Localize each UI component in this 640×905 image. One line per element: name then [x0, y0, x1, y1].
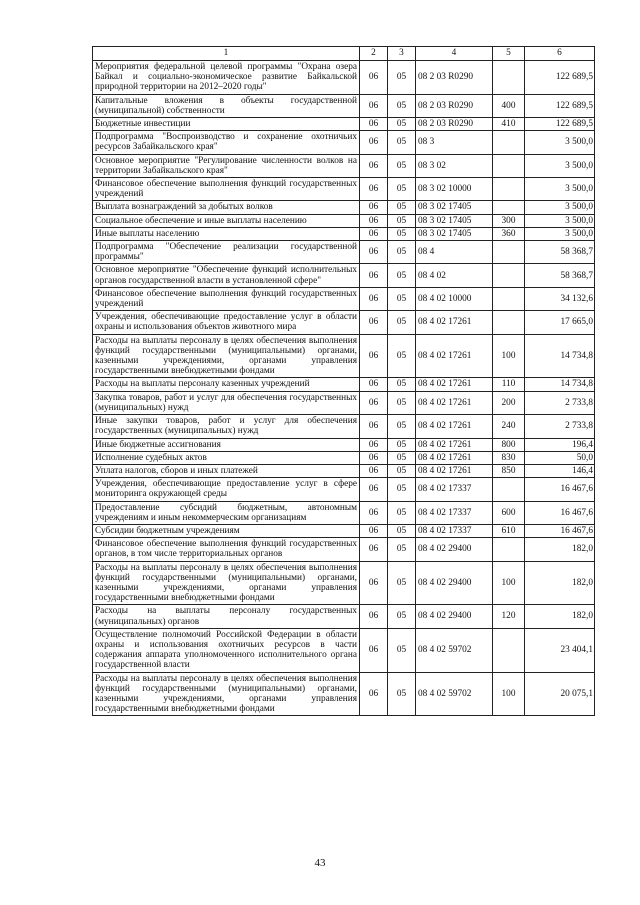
- row-section-cell: 06: [360, 501, 388, 524]
- row-name-cell: Мероприятия федеральной целевой программы "Охрана озера Байкал и социально-экономическое развитие Байкальской природной территории на 2012–2020 годы": [93, 61, 360, 95]
- row-amount-cell: 58 368,7: [525, 241, 595, 264]
- row-target-code-cell: 08 4 02 17337: [416, 524, 493, 537]
- row-section-cell: 06: [360, 287, 388, 310]
- row-section-cell: 06: [360, 524, 388, 537]
- table-header-row: [93, 47, 595, 61]
- row-section-cell: 06: [360, 628, 388, 672]
- row-amount-cell: 3 500,0: [525, 201, 595, 214]
- row-target-code-cell: 08 4: [416, 241, 493, 264]
- row-subsection-cell: 05: [388, 672, 416, 716]
- table-row: [93, 605, 595, 628]
- row-amount-cell: 23 404,1: [525, 628, 595, 672]
- row-section-cell: 06: [360, 227, 388, 240]
- row-name-cell: Основное мероприятие "Обеспечение функций исполнительных органов государственной власти в установленной сфере": [93, 264, 360, 287]
- row-section-cell: 06: [360, 451, 388, 464]
- row-name-cell: Финансовое обеспечение выполнения функций государственных органов, в том числе территориальных органов: [93, 538, 360, 561]
- row-amount-cell: 3 500,0: [525, 131, 595, 154]
- row-amount-cell: 182,0: [525, 561, 595, 605]
- row-amount-cell: 122 689,5: [525, 118, 595, 131]
- table-row: [93, 94, 595, 117]
- row-name-cell: Уплата налогов, сборов и иных платежей: [93, 464, 360, 477]
- row-amount-cell: 50,0: [525, 451, 595, 464]
- row-expense-type-cell: 830: [493, 451, 525, 464]
- row-expense-type-cell: 410: [493, 118, 525, 131]
- row-expense-type-cell: 800: [493, 438, 525, 451]
- table-row: [93, 334, 595, 378]
- page-number: 43: [314, 857, 326, 869]
- row-target-code-cell: 08 3 02 17405: [416, 201, 493, 214]
- table-row: [93, 214, 595, 227]
- row-amount-cell: 196,4: [525, 438, 595, 451]
- row-amount-cell: 3 500,0: [525, 227, 595, 240]
- row-section-cell: 06: [360, 438, 388, 451]
- row-target-code-cell: 08 3 02 17405: [416, 227, 493, 240]
- table-row: [93, 538, 595, 561]
- row-name-cell: Бюджетные инвестиции: [93, 118, 360, 131]
- table-row: [93, 672, 595, 716]
- row-section-cell: 06: [360, 605, 388, 628]
- row-subsection-cell: 05: [388, 241, 416, 264]
- table-row: [93, 154, 595, 177]
- row-target-code-cell: 08 4 02 29400: [416, 561, 493, 605]
- row-expense-type-cell: 240: [493, 415, 525, 438]
- table-row: [93, 501, 595, 524]
- row-expense-type-cell: [493, 61, 525, 95]
- row-amount-cell: 16 467,6: [525, 524, 595, 537]
- row-name-cell: Иные выплаты населению: [93, 227, 360, 240]
- row-name-cell: Капитальные вложения в объекты государственной (муниципальной) собственности: [93, 94, 360, 117]
- row-amount-cell: 3 500,0: [525, 214, 595, 227]
- row-section-cell: 06: [360, 478, 388, 501]
- row-target-code-cell: 08 4 02 29400: [416, 605, 493, 628]
- row-section-cell: 06: [360, 391, 388, 414]
- row-name-cell: Расходы на выплаты персоналу в целях обеспечения выполнения функций государственными (муниципальными) органами, казенными учреждениями, органами управления государственными внебюджетными фондами: [93, 672, 360, 716]
- table-row: [93, 287, 595, 310]
- table-row: [93, 61, 595, 95]
- row-target-code-cell: 08 4 02: [416, 264, 493, 287]
- row-target-code-cell: 08 2 03 R0290: [416, 94, 493, 117]
- table-row: [93, 451, 595, 464]
- row-name-cell: Предоставление субсидий бюджетным, автономным учреждениям и иным некоммерческим организациям: [93, 501, 360, 524]
- row-amount-cell: 34 132,6: [525, 287, 595, 310]
- row-subsection-cell: 05: [388, 178, 416, 201]
- row-target-code-cell: 08 3 02: [416, 154, 493, 177]
- table-row: [93, 201, 595, 214]
- row-section-cell: 06: [360, 672, 388, 716]
- row-name-cell: Иные бюджетные ассигнования: [93, 438, 360, 451]
- row-expense-type-cell: [493, 131, 525, 154]
- row-section-cell: 06: [360, 311, 388, 334]
- row-subsection-cell: 05: [388, 438, 416, 451]
- row-amount-cell: 146,4: [525, 464, 595, 477]
- row-section-cell: 06: [360, 154, 388, 177]
- row-target-code-cell: 08 4 02 17337: [416, 501, 493, 524]
- row-section-cell: 06: [360, 201, 388, 214]
- row-name-cell: Закупка товаров, работ и услуг для обеспечения государственных (муниципальных) нужд: [93, 391, 360, 414]
- row-expense-type-cell: [493, 311, 525, 334]
- row-section-cell: 06: [360, 378, 388, 391]
- row-name-cell: Финансовое обеспечение выполнения функций государственных учреждений: [93, 178, 360, 201]
- row-name-cell: Основное мероприятие "Регулирование численности волков на территории Забайкальского края": [93, 154, 360, 177]
- row-name-cell: Субсидии бюджетным учреждениям: [93, 524, 360, 537]
- row-subsection-cell: 05: [388, 264, 416, 287]
- row-target-code-cell: 08 3 02 10000: [416, 178, 493, 201]
- row-expense-type-cell: 300: [493, 214, 525, 227]
- row-amount-cell: 20 075,1: [525, 672, 595, 716]
- table-row: [93, 478, 595, 501]
- row-subsection-cell: 05: [388, 118, 416, 131]
- row-subsection-cell: 05: [388, 478, 416, 501]
- table-row: [93, 561, 595, 605]
- row-expense-type-cell: [493, 264, 525, 287]
- row-subsection-cell: 05: [388, 451, 416, 464]
- table-row: [93, 264, 595, 287]
- table-row: [93, 378, 595, 391]
- row-expense-type-cell: [493, 201, 525, 214]
- row-name-cell: Социальное обеспечение и иные выплаты населению: [93, 214, 360, 227]
- row-amount-cell: 58 368,7: [525, 264, 595, 287]
- table-row: [93, 415, 595, 438]
- row-amount-cell: 14 734,8: [525, 378, 595, 391]
- row-expense-type-cell: 850: [493, 464, 525, 477]
- row-amount-cell: 16 467,6: [525, 501, 595, 524]
- row-amount-cell: 182,0: [525, 605, 595, 628]
- row-subsection-cell: 05: [388, 464, 416, 477]
- row-amount-cell: 2 733,8: [525, 415, 595, 438]
- row-amount-cell: 3 500,0: [525, 154, 595, 177]
- row-expense-type-cell: [493, 154, 525, 177]
- header-cell-1: 1: [93, 47, 360, 61]
- row-target-code-cell: 08 4 02 29400: [416, 538, 493, 561]
- row-target-code-cell: 08 4 02 59702: [416, 628, 493, 672]
- row-target-code-cell: 08 3 02 17405: [416, 214, 493, 227]
- row-target-code-cell: 08 4 02 59702: [416, 672, 493, 716]
- row-section-cell: 06: [360, 94, 388, 117]
- row-name-cell: Подпрограмма "Воспроизводство и сохранение охотничьих ресурсов Забайкальского края": [93, 131, 360, 154]
- row-subsection-cell: 05: [388, 538, 416, 561]
- row-target-code-cell: 08 4 02 17261: [416, 378, 493, 391]
- row-amount-cell: 17 665,0: [525, 311, 595, 334]
- header-cell-3: 3: [388, 47, 416, 61]
- row-target-code-cell: 08 4 02 17261: [416, 438, 493, 451]
- row-expense-type-cell: 120: [493, 605, 525, 628]
- row-section-cell: 06: [360, 241, 388, 264]
- row-expense-type-cell: 100: [493, 561, 525, 605]
- row-expense-type-cell: [493, 538, 525, 561]
- row-target-code-cell: 08 2 03 R0290: [416, 118, 493, 131]
- row-name-cell: Расходы на выплаты персоналу в целях обеспечения выполнения функций государственными (муниципальными) органами, казенными учреждениями, органами управления государственными внебюджетными фондами: [93, 334, 360, 378]
- budget-document-page: [92, 46, 594, 716]
- row-expense-type-cell: 100: [493, 672, 525, 716]
- header-cell-6: 6: [525, 47, 595, 61]
- row-expense-type-cell: 200: [493, 391, 525, 414]
- row-expense-type-cell: 610: [493, 524, 525, 537]
- table-row: [93, 464, 595, 477]
- row-section-cell: 06: [360, 178, 388, 201]
- row-section-cell: 06: [360, 415, 388, 438]
- table-row: [93, 438, 595, 451]
- row-target-code-cell: 08 3: [416, 131, 493, 154]
- row-expense-type-cell: [493, 478, 525, 501]
- row-expense-type-cell: [493, 241, 525, 264]
- table-row: [93, 118, 595, 131]
- row-expense-type-cell: 600: [493, 501, 525, 524]
- table-row: [93, 131, 595, 154]
- row-subsection-cell: 05: [388, 524, 416, 537]
- row-section-cell: 06: [360, 264, 388, 287]
- row-amount-cell: 16 467,6: [525, 478, 595, 501]
- row-amount-cell: 122 689,5: [525, 61, 595, 95]
- row-section-cell: 06: [360, 538, 388, 561]
- row-subsection-cell: 05: [388, 94, 416, 117]
- table-row: [93, 227, 595, 240]
- row-amount-cell: 14 734,8: [525, 334, 595, 378]
- row-name-cell: Расходы на выплаты персоналу государственных (муниципальных) органов: [93, 605, 360, 628]
- row-expense-type-cell: 360: [493, 227, 525, 240]
- table-row: [93, 524, 595, 537]
- row-name-cell: Иные закупки товаров, работ и услуг для обеспечения государственных (муниципальных) нужд: [93, 415, 360, 438]
- row-target-code-cell: 08 4 02 17261: [416, 464, 493, 477]
- row-name-cell: Исполнение судебных актов: [93, 451, 360, 464]
- row-expense-type-cell: [493, 628, 525, 672]
- row-section-cell: 06: [360, 214, 388, 227]
- row-name-cell: Подпрограмма "Обеспечение реализации государственной программы": [93, 241, 360, 264]
- header-cell-5: 5: [493, 47, 525, 61]
- row-amount-cell: 2 733,8: [525, 391, 595, 414]
- row-name-cell: Расходы на выплаты персоналу казенных учреждений: [93, 378, 360, 391]
- row-subsection-cell: 05: [388, 227, 416, 240]
- row-name-cell: Финансовое обеспечение выполнения функций государственных учреждений: [93, 287, 360, 310]
- row-section-cell: 06: [360, 61, 388, 95]
- row-section-cell: 06: [360, 561, 388, 605]
- row-amount-cell: 182,0: [525, 538, 595, 561]
- row-target-code-cell: 08 2 03 R0290: [416, 61, 493, 95]
- row-subsection-cell: 05: [388, 334, 416, 378]
- row-name-cell: Учреждения, обеспечивающие предоставление услуг в сфере мониторинга окружающей среды: [93, 478, 360, 501]
- row-subsection-cell: 05: [388, 628, 416, 672]
- row-subsection-cell: 05: [388, 561, 416, 605]
- row-expense-type-cell: [493, 178, 525, 201]
- row-expense-type-cell: 100: [493, 334, 525, 378]
- row-subsection-cell: 05: [388, 131, 416, 154]
- row-target-code-cell: 08 4 02 10000: [416, 287, 493, 310]
- row-subsection-cell: 05: [388, 378, 416, 391]
- row-expense-type-cell: 110: [493, 378, 525, 391]
- row-amount-cell: 3 500,0: [525, 178, 595, 201]
- row-subsection-cell: 05: [388, 415, 416, 438]
- row-target-code-cell: 08 4 02 17261: [416, 334, 493, 378]
- row-section-cell: 06: [360, 464, 388, 477]
- row-name-cell: Расходы на выплаты персоналу в целях обеспечения выполнения функций государственными (муниципальными) органами, казенными учреждениями, органами управления государственными внебюджетными фондами: [93, 561, 360, 605]
- row-subsection-cell: 05: [388, 214, 416, 227]
- table-row: [93, 311, 595, 334]
- row-subsection-cell: 05: [388, 311, 416, 334]
- row-section-cell: 06: [360, 334, 388, 378]
- row-target-code-cell: 08 4 02 17261: [416, 391, 493, 414]
- row-subsection-cell: 05: [388, 61, 416, 95]
- row-target-code-cell: 08 4 02 17337: [416, 478, 493, 501]
- row-name-cell: Выплата вознаграждений за добытых волков: [93, 201, 360, 214]
- row-section-cell: 06: [360, 131, 388, 154]
- row-subsection-cell: 05: [388, 391, 416, 414]
- header-cell-4: 4: [416, 47, 493, 61]
- row-name-cell: Учреждения, обеспечивающие предоставление услуг в области охраны и использования объектов животного мира: [93, 311, 360, 334]
- row-subsection-cell: 05: [388, 287, 416, 310]
- row-subsection-cell: 05: [388, 201, 416, 214]
- row-name-cell: Осуществление полномочий Российской Федерации в области охраны и использования охотничьих ресурсов в части содержания аппарата уполномоченного исполнительного органа государственной власти: [93, 628, 360, 672]
- header-cell-2: 2: [360, 47, 388, 61]
- table-row: [93, 178, 595, 201]
- row-target-code-cell: 08 4 02 17261: [416, 415, 493, 438]
- row-subsection-cell: 05: [388, 154, 416, 177]
- row-amount-cell: 122 689,5: [525, 94, 595, 117]
- table-row: [93, 241, 595, 264]
- table-row: [93, 391, 595, 414]
- table-row: [93, 628, 595, 672]
- budget-table: [92, 46, 595, 716]
- row-subsection-cell: 05: [388, 605, 416, 628]
- row-target-code-cell: 08 4 02 17261: [416, 451, 493, 464]
- row-section-cell: 06: [360, 118, 388, 131]
- row-expense-type-cell: [493, 287, 525, 310]
- row-subsection-cell: 05: [388, 501, 416, 524]
- row-target-code-cell: 08 4 02 17261: [416, 311, 493, 334]
- row-expense-type-cell: 400: [493, 94, 525, 117]
